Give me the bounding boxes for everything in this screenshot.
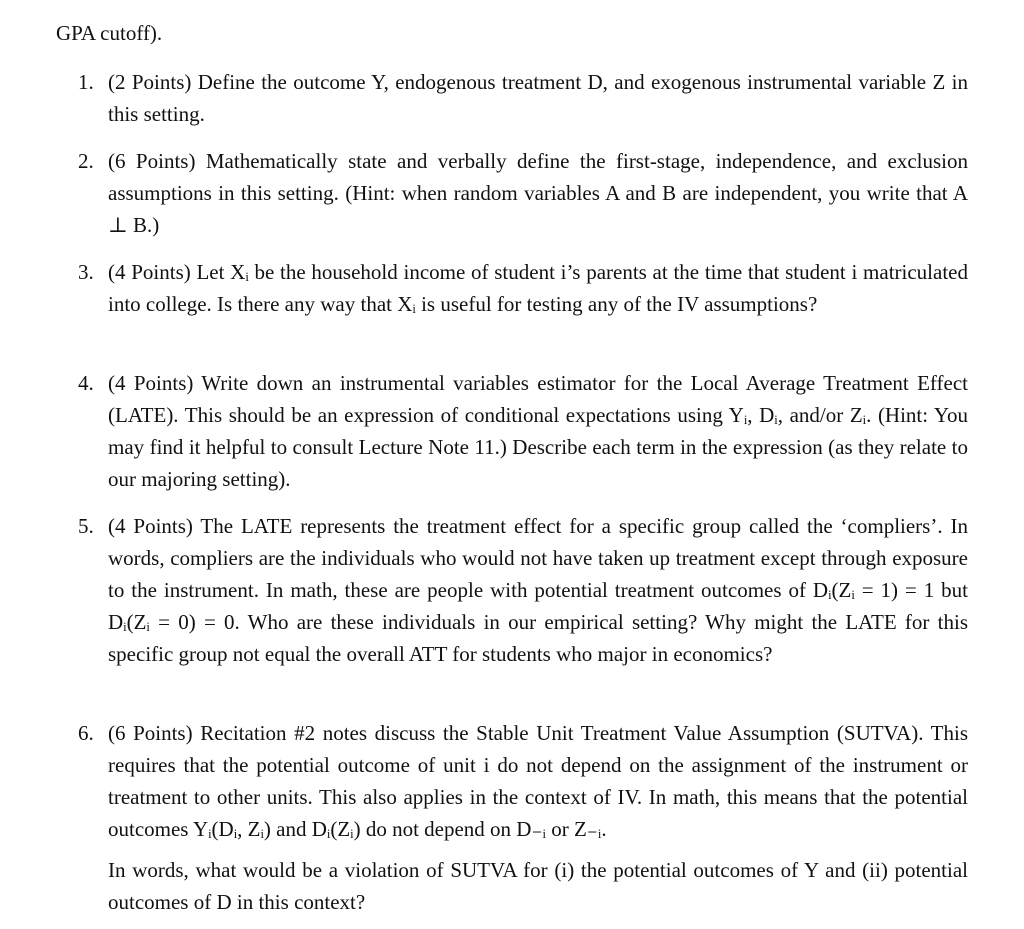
question-number: 1.	[78, 70, 94, 94]
lead-in-text: GPA cutoff).	[56, 21, 163, 45]
question-2	[78, 145, 968, 241]
question-number: 5.	[78, 514, 94, 538]
question-4	[78, 367, 968, 495]
question-number: 3.	[78, 260, 94, 284]
question-text: (4 Points) Write down an instrumental variables estimator for the Local Average Treatment Effect (LATE). This should be an expression of conditional expectations using Yᵢ, Dᵢ, and/or Zᵢ. (Hint: You may find it helpful to consult Lecture Note 11.) Describe each term in the expression (as they relate to our majoring setting).	[108, 371, 968, 491]
question-text-followup: In words, what would be a violation of SUTVA for (i) the potential outcomes of Y and (ii) potential outcomes of D in this context?	[108, 858, 968, 914]
question-body	[108, 367, 968, 495]
question-3	[78, 256, 968, 320]
question-5	[78, 510, 968, 670]
question-text: (2 Points) Define the outcome Y, endogenous treatment D, and exogenous instrumental variable Z in this setting.	[108, 70, 968, 126]
question-body	[108, 145, 968, 241]
question-6	[78, 717, 968, 918]
question-number: 2.	[78, 149, 94, 173]
question-text: (6 Points) Recitation #2 notes discuss the Stable Unit Treatment Value Assumption (SUTVA). This requires that the potential outcome of unit i do not depend on the assignment of the instrument or treatment to other units. This also applies in the context of IV. In math, this means that the potential outcomes Yᵢ(Dᵢ, Zᵢ) and Dᵢ(Zᵢ) do not depend on D₋ᵢ or Z₋ᵢ.	[108, 721, 968, 841]
question-body	[108, 510, 968, 670]
question-text: (4 Points) Let Xᵢ be the household income of student i’s parents at the time that student i matriculated into college. Is there any way that Xᵢ is useful for testing any of the IV assumptions?	[108, 260, 968, 316]
question-text: (6 Points) Mathematically state and verbally define the first-stage, independence, and exclusion assumptions in this setting. (Hint: when random variables A and B are independent, you write that A ⊥ B.)	[108, 149, 968, 237]
question-body	[108, 66, 968, 130]
question-body	[108, 256, 968, 320]
question-body	[108, 717, 968, 918]
question-number: 6.	[78, 721, 94, 745]
question-text: (4 Points) The LATE represents the treatment effect for a specific group called the ‘compliers’. In words, compliers are the individuals who would not have taken up treatment except through exposure to the instrument. In math, these are people with potential treatment outcomes of Dᵢ(Zᵢ = 1) = 1 but Dᵢ(Zᵢ = 0) = 0. Who are these individuals in our empirical setting? Why might the LATE for this specific group not equal the overall ATT for students who major in economics?	[108, 514, 968, 666]
question-number: 4.	[78, 371, 94, 395]
question-1	[78, 66, 968, 130]
